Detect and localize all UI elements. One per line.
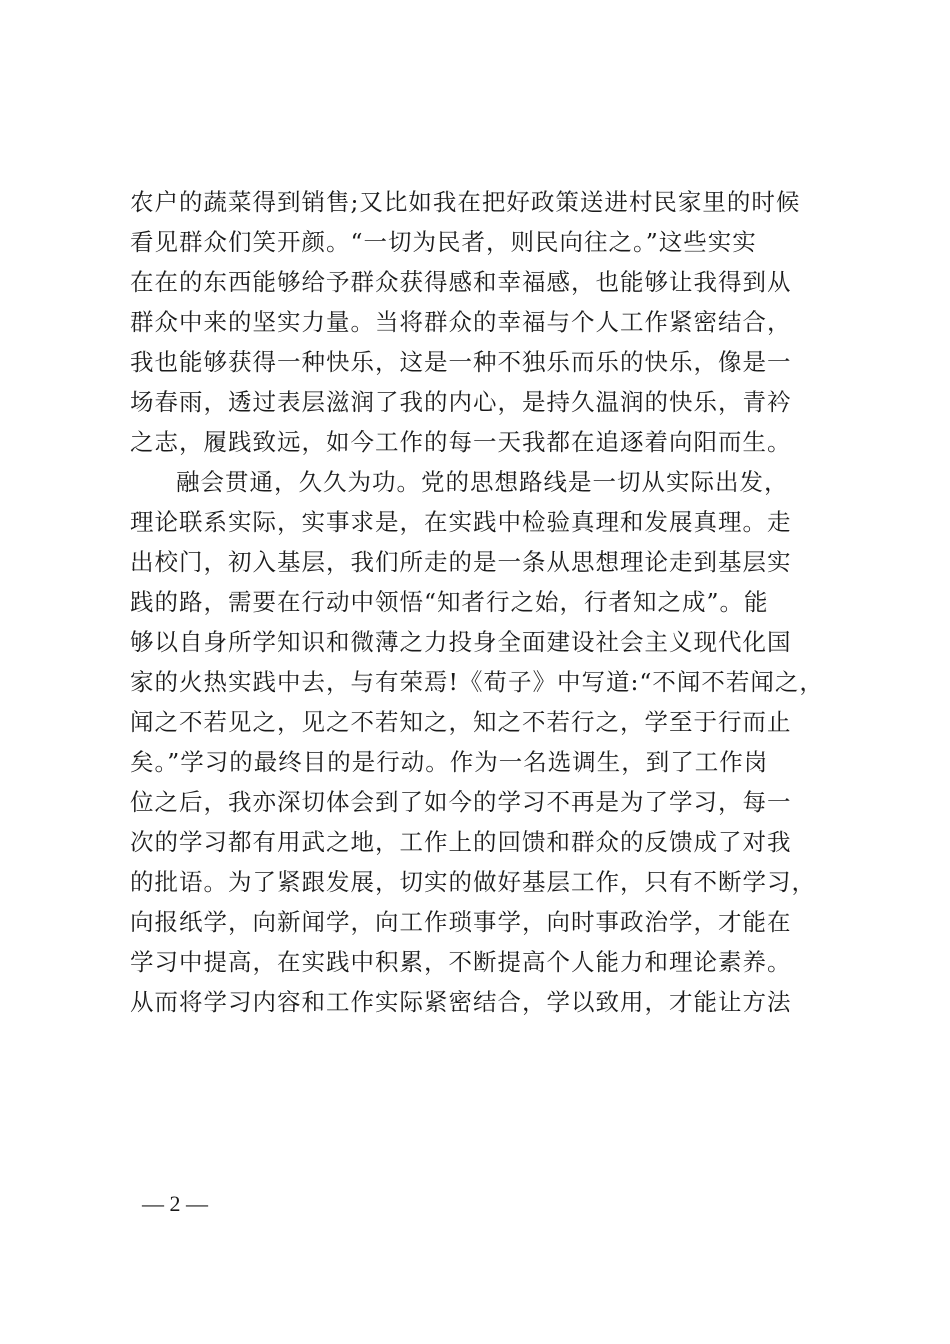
paragraph-2-line-5: 够以自身所学知识和微薄之力投身全面建设社会主义现代化国 [130,628,792,656]
page-number: — 2 — [142,1191,208,1216]
paragraph-1-line-4: 群众中来的坚实力量。当将群众的幸福与个人工作紧密结合， [130,308,792,336]
paragraph-1-line-3: 在在的东西能够给予群众获得感和幸福感，也能够让我得到从 [130,268,792,296]
paragraph-2-line-3: 出校门，初入基层，我们所走的是一条从思想理论走到基层实 [130,548,792,576]
paragraph-1-line-2: 看见群众们笑开颜。“一切为民者，则民向往之。”这些实实 [130,228,757,256]
body-text [130,182,850,1022]
paragraph-2-line-6: 家的火热实践中去，与有荣焉!《荀子》中写道:“不闻不若闻之， [130,668,824,696]
paragraph-1-line-1: 农户的蔬菜得到销售;又比如我在把好政策送进村民家里的时候 [130,188,801,216]
paragraph-2-line-13: 学习中提高，在实践中积累，不断提高个人能力和理论素养。 [130,948,792,976]
paragraph-1-line-7: 之志，履践致远，如今工作的每一天我都在追逐着向阳而生。 [130,428,792,456]
paragraph-2-line-1: 融会贯通，久久为功。党的思想路线是一切从实际出发， [176,468,789,496]
paragraph-2-line-8: 矣。”学习的最终目的是行动。作为一名选调生，到了工作岗 [130,748,769,776]
paragraph-2-line-12: 向报纸学，向新闻学，向工作琐事学，向时事政治学，才能在 [130,908,792,936]
paragraph-2-line-11: 的批语。为了紧跟发展，切实的做好基层工作，只有不断学习， [130,868,816,896]
paragraph-1-line-6: 场春雨，透过表层滋润了我的内心，是持久温润的快乐，青衿 [130,388,792,416]
paragraph-2-line-7: 闻之不若见之，见之不若知之，知之不若行之，学至于行而止 [130,708,792,736]
paragraph-2-line-2: 理论联系实际，实事求是，在实践中检验真理和发展真理。走 [130,508,792,536]
paragraph-2-line-14: 从而将学习内容和工作实际紧密结合，学以致用，才能让方法 [130,988,792,1016]
paragraph-1-line-5: 我也能够获得一种快乐，这是一种不独乐而乐的快乐，像是一 [130,348,792,376]
paragraph-2-line-9: 位之后，我亦深切体会到了如今的学习不再是为了学习，每一 [130,788,792,816]
paragraph-2-line-10: 次的学习都有用武之地，工作上的回馈和群众的反馈成了对我 [130,828,792,856]
paragraph-2-line-4: 践的路，需要在行动中领悟“知者行之始，行者知之成”。能 [130,588,769,616]
